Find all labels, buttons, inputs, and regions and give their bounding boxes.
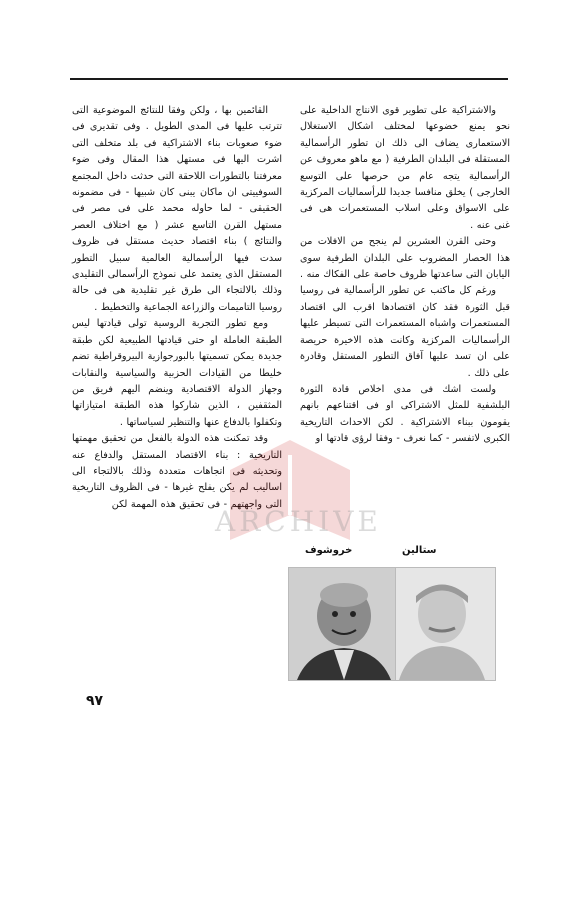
paragraph: ورغم كل ماكتب عن تطور الرأسمالية فى روسيا قبل الثورة فقد كان اقتصادها اقرب الى اقتصاد المستعمرات واشباه المستعمرات التى تسيطر عليها الرأسماليات المركزية وكانت هذه الاخيرة حريصة على ان تسد عليها آفاق التطور المستقل وقادرة على ذلك .: [300, 285, 510, 379]
header-rule: [70, 78, 508, 80]
paragraph: والاشتراكية على تطوير قوى الانتاج الداخلية على نحو يمنع خضوعها لمختلف اشكال الاستغلال الاستعمارى يضاف الى ذلك ان تطور الرأسمالية المستقلة فى البلدان الطرفية ( مع ماهو معروف عن الرأسمالية يتجه عام من حرصها على التوسع الخارجى ) يخلق منافسا جديدا للرأسماليات المركزية على الاسواق وعلى اسلاب المستعمرات هى فى غنى عنه .: [300, 105, 510, 231]
photo-khrushchev: [288, 567, 396, 681]
watermark-logo-icon: [170, 430, 410, 570]
watermark-text: ARCHIVE: [215, 505, 382, 538]
portrait-icon: [289, 568, 395, 680]
portrait-icon: [389, 568, 495, 680]
paragraph: ومع تطور التجربة الروسية تولى قيادتها ليس الطبقة العاملة او حتى قيادتها الطبيعية لكن طبقة جديدة يمكن تسميتها بالبورجوازية البيروقراطية تضم خليطا من القيادات الحزبية والسياسية والنقابات وجهاز الدولة الاقتصادية وينضم اليهم فريق من المثقفين ، الذين شاركوا هذه الطبقة امتيازاتها وتكفلوا بالدفاع عنها والتنظير لسياساتها .: [72, 318, 282, 428]
photo-stalin: [388, 567, 496, 681]
page-number: ٩٧: [86, 693, 104, 709]
paragraph: ولست اشك فى مدى اخلاص قادة الثورة البلشفية للمثل الاشتراكى او فى اقتناعهم بانهم يقومون ببناء الاشتراكية . لكن الاحداث التاريخية الكبرى لاتفسر - كما نعرف - وفقا لرؤى قادتها او: [300, 383, 510, 445]
paragraph: القائمين بها ، ولكن وفقا للنتائج الموضوعية التى تترتب عليها فى المدى الطويل . وفى تقديرى فى ضوء صعوبات بناء الاشتراكية فى بلد متخلف التى اشرت اليها فى مستهل هذا المقال وفى ضوء معرفتنا بالتطورات اللاحقة التى حدثت داخل المجتمع السوفييتى ان ماكان يبنى كان شبيها - فى مضمونه الحقيقى - لما حاوله محمد على فى مصر فى مستهل القرن التاسع عشر ( مع اختلاف العصر والنتائج ) بناء اقتصاد حديث مستقل فى ظروف سدت فيها الرأسمالية العالمية سبيل التطور المستقل الذى يعتمد على نموذج الرأسمالى التقليدى وذلك بالالتجاء الى طرق غير تقليدية هى فى حالة روسيا التاميمات والزراعة الجماعية والتخطيط .: [72, 105, 282, 313]
paragraph: وحتى القرن العشرين لم ينجح من الافلات من هذا الحصار المضروب على البلدان الطرفية سوى اليابان التى ساعدتها ظروف خاصة على الفكاك منه .: [299, 236, 510, 281]
paragraph: وقد تمكنت هذه الدولة بالفعل من تحقيق مهمتها التاريخية : بناء الاقتصاد المستقل والدفاع عنه وتحديثه فى اتجاهات متعددة وذلك بالالتجاء الى اساليب لم يكن يفلح غيرها - فى الظروف التاريخية التى واجهتهم - فى تحقيق هذه المهمة لكن: [72, 433, 282, 510]
photo-caption-stalin: ستالين: [402, 545, 437, 556]
text-column-right: [300, 103, 510, 448]
photo-caption-khrushchev: خروشوف: [305, 545, 353, 556]
